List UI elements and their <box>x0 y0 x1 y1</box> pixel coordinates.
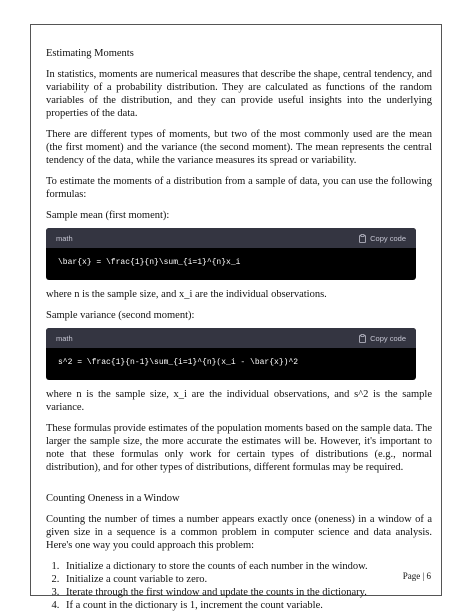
code-text: s^2 = \frac{1}{n-1}\sum_{i=1}^{n}(x_i - \bar{x})^2 <box>58 358 299 367</box>
paragraph: There are different types of moments, but two of the most commonly used are the mean (the first moment) and the variance (the second moment). The mean represents the central tendency of the data, while the variance measures its spread or variability. <box>46 129 432 166</box>
clipboard-icon <box>359 234 366 243</box>
code-language: math <box>56 333 73 343</box>
spacer <box>46 482 432 492</box>
steps-list <box>46 560 432 612</box>
paragraph: Counting the number of times a number appears exactly once (oneness) in a window of a given size in a sequence is a common problem in computer science and data analysis. Here's one way you could approach this problem: <box>46 514 432 551</box>
paragraph: To estimate the moments of a distribution from a sample of data, you can use the following formulas: <box>46 176 432 200</box>
list-item: 1. Initialize a dictionary to store the counts of each number in the window. <box>62 560 432 573</box>
section-title: Estimating Moments <box>46 48 134 59</box>
copy-code-button[interactable] <box>359 334 406 343</box>
paragraph: These formulas provide estimates of the population moments based on the sample data. The larger the sample size, the more accurate the estimates will be. However, it's important to note that these formulas only work for certain types of distributions (e.g., normal distribution), and for other types of distributions, different formulas may be required. <box>46 423 432 473</box>
list-item: 4. If a count in the dictionary is 1, increment the count variable. <box>62 599 432 612</box>
code-text: \bar{x} = \frac{1}{n}\sum_{i=1}^{n}x_i <box>58 258 241 267</box>
page-content <box>46 47 432 612</box>
list-item: 3. Iterate through the first window and update the counts in the dictionary. <box>62 586 432 599</box>
copy-code-label: Copy code <box>370 333 406 343</box>
page-number: Page | 6 <box>402 571 431 581</box>
copy-code-label: Copy code <box>370 233 406 243</box>
list-item: 2. Initialize a count variable to zero. <box>62 573 432 586</box>
code-language: math <box>56 233 73 243</box>
code-block-variance <box>46 328 416 380</box>
paragraph: In statistics, moments are numerical measures that describe the shape, central tendency, and variability of a probability distribution. They are calculated as functions of the random variables of the distribution, and they can provide useful insights into the underlying properties of the data. <box>46 69 432 119</box>
code-header <box>46 328 416 348</box>
paragraph: where n is the sample size, x_i are the individual observations, and s^2 is the sample variance. <box>46 389 432 413</box>
code-header <box>46 228 416 248</box>
formula-label: Sample mean (first moment): <box>46 210 170 221</box>
section-title: Counting Oneness in a Window <box>46 493 180 504</box>
code-block-mean <box>46 228 416 280</box>
copy-code-button[interactable] <box>359 234 406 243</box>
formula-label: Sample variance (second moment): <box>46 310 195 321</box>
clipboard-icon <box>359 334 366 343</box>
paragraph: where n is the sample size, and x_i are the individual observations. <box>46 289 327 300</box>
document-page <box>30 24 442 611</box>
